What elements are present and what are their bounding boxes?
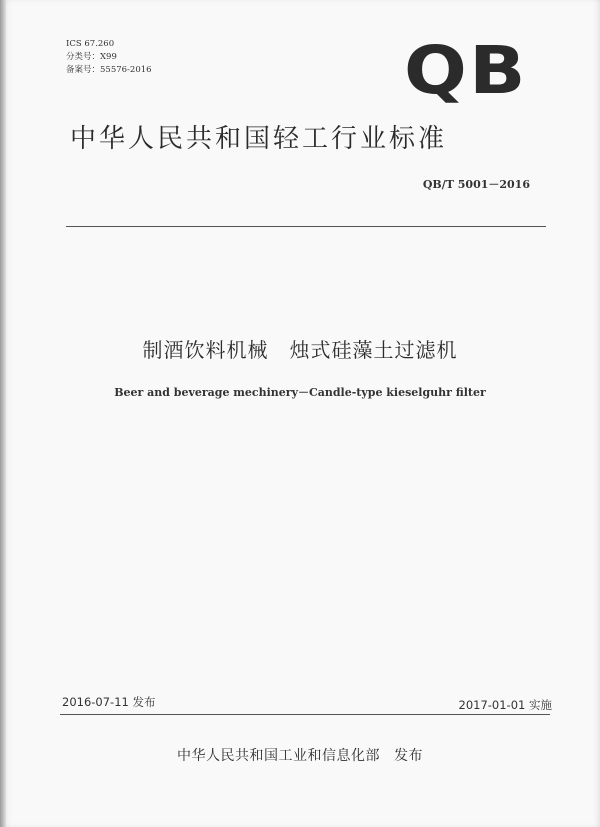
record-number: 备案号：55576-2016 bbox=[66, 65, 152, 75]
implementation-date: 2017-01-01 实施 bbox=[458, 698, 552, 712]
issue-date: 2016-07-11 发布 bbox=[62, 695, 156, 709]
footer-divider bbox=[60, 714, 550, 715]
publisher-line bbox=[0, 745, 600, 765]
standard-number: QB/T 5001－2016 bbox=[422, 178, 530, 191]
ics-code: ICS 67.260 bbox=[66, 39, 115, 49]
classification-block bbox=[66, 38, 152, 77]
standard-category-title: 中华人民共和国轻工行业标准 bbox=[70, 124, 448, 154]
document-title-cn: 制酒饮料机械 烛式硅藻土过滤机 bbox=[142, 338, 458, 362]
header-divider bbox=[66, 226, 546, 227]
qb-logo: QB bbox=[404, 32, 528, 109]
category-code: 分类号：X99 bbox=[66, 52, 117, 62]
publisher-name: 中华人民共和国工业和信息化部 bbox=[177, 748, 380, 764]
page-edge-shadow bbox=[0, 0, 6, 827]
publish-label: 发布 bbox=[394, 748, 423, 764]
document-title-en: Beer and beverage mechinery－Candle-type kieselguhr filter bbox=[114, 386, 486, 399]
